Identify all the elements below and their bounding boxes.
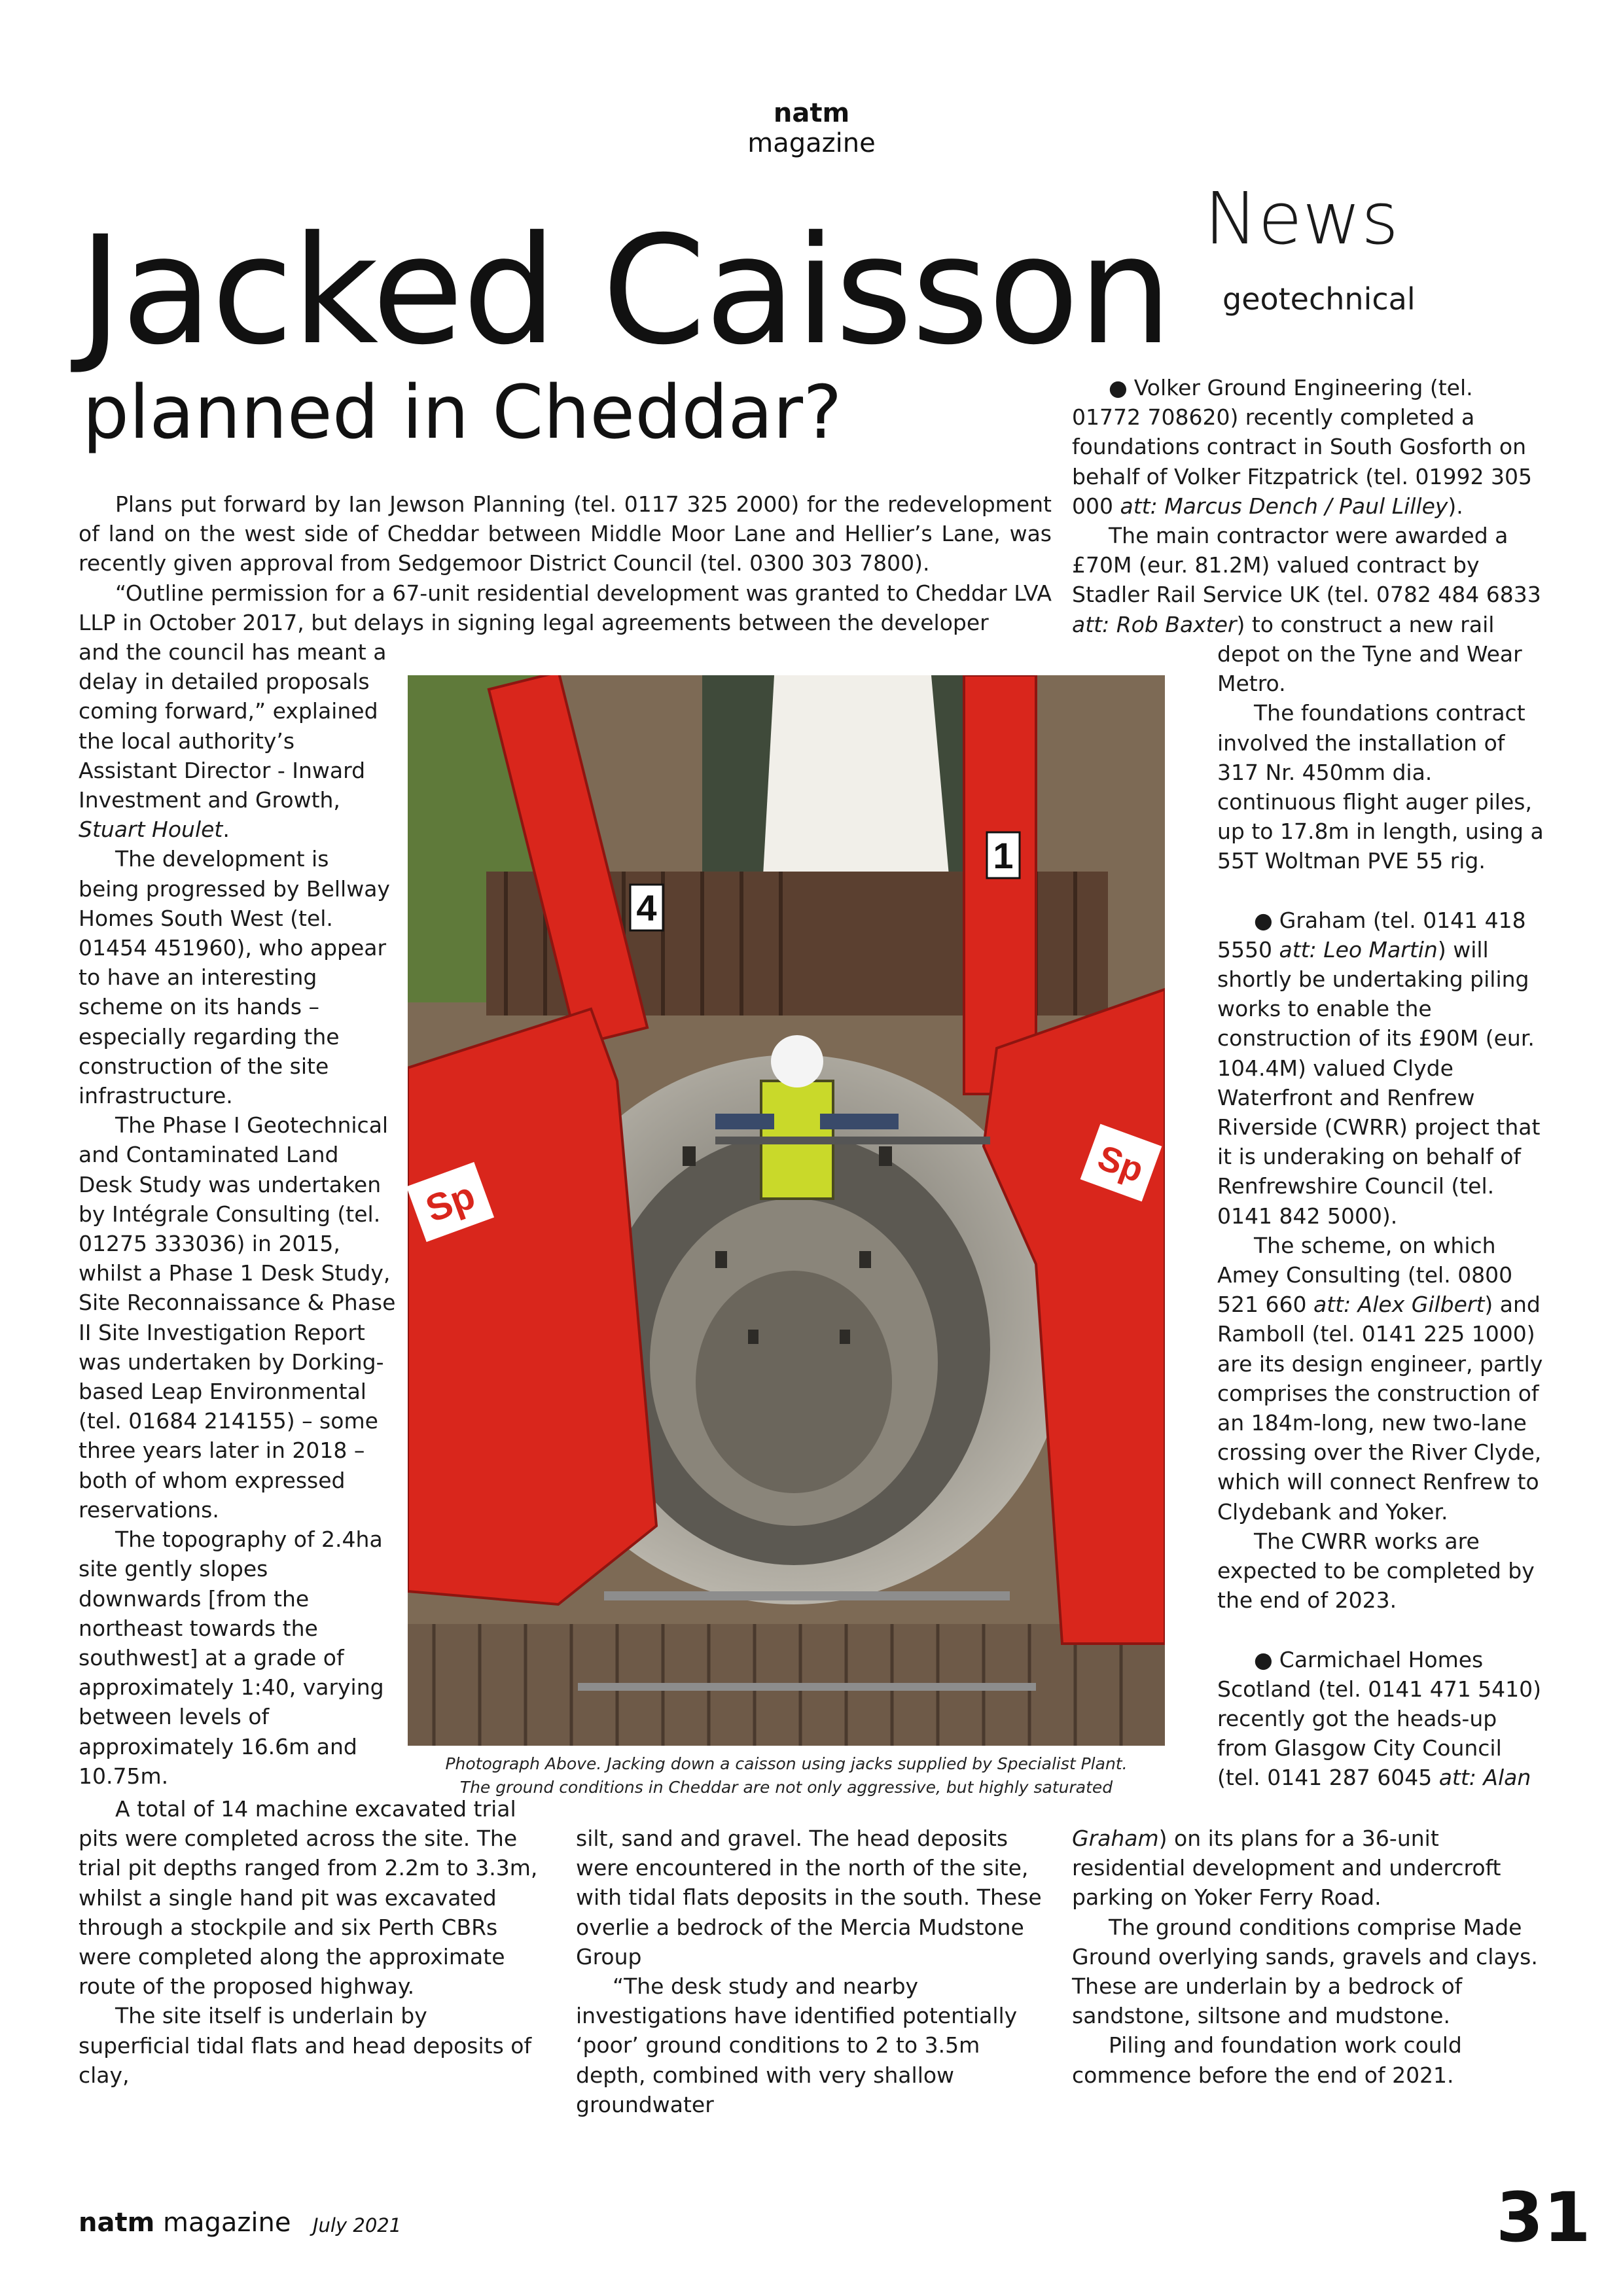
right-column-upper: [1072, 373, 1543, 639]
masthead: [707, 98, 916, 158]
article-intro: [79, 489, 1052, 637]
bullet-volker: ● Volker Ground Engineering (tel. 01772 708620) recently completed a foundations contract in South Gosforth on behalf of Volker Fitzpatrick (tel. 01992 305 000 att: Marcus Dench / Paul Lilley).: [1072, 373, 1543, 521]
section-title: News: [1204, 177, 1399, 260]
caption-line-2: The ground conditions in Cheddar are not only aggressive, but highly saturated: [459, 1778, 1113, 1797]
photo-caption: [408, 1752, 1165, 1799]
right-paragraph-6: The CWRR works are expected to be completed by the end of 2023.: [1217, 1528, 1535, 1614]
middle-paragraph-1: silt, sand and gravel. The head deposits were encountered in the north of the site, with tidal flats deposits in the south. These overlie a bedrock of the Mercia Mudstone Group: [576, 1826, 1042, 1969]
bullet-graham: ● Graham (tel. 0141 418 5550 att: Leo Martin) will shortly be undertaking piling works to enable the construction of its £90M (eur. 104.4M) valued Clyde Waterfront and Renfrew Riverside (CWRR) project that it is underaking on behalf of Renfrewshire Council (tel. 0141 842 5000).: [1217, 906, 1544, 1231]
article-subtitle: planned in Cheddar?: [82, 370, 842, 455]
person-name: Stuart Houlet: [79, 817, 223, 843]
left-column-lower: [79, 1794, 543, 2090]
jack-label-4: 4: [636, 887, 657, 928]
article-title: Jacked Caisson: [79, 203, 1171, 378]
issue-date: July 2021: [313, 2214, 402, 2236]
right-paragraph-2: The main contractor were awarded a £70M (eur. 81.2M) valued contract by Stadler Rail Service UK (tel. 0782 484 6833 att: Rob Baxter) to construct a new rail: [1072, 523, 1541, 637]
masthead-brand: natm: [773, 98, 850, 128]
footer-brand: [79, 2208, 291, 2238]
right-paragraph-2-continued: depot on the Tyne and Wear Metro.: [1217, 641, 1522, 697]
right-paragraph-8: The ground conditions comprise Made Ground overlying sands, gravels and clays. These are underlain by a bedrock of sandstone, siltsone and mudstone.: [1072, 1914, 1538, 2029]
footer-brand-word: magazine: [163, 2208, 291, 2238]
right-paragraph-3: The foundations contract involved the installation of 317 Nr. 450mm dia. continuous flight auger piles, up to 17.8m in length, using a 55T Woltman PVE 55 rig.: [1217, 700, 1544, 874]
caisson-photo: [408, 675, 1165, 1746]
sp-logo-right: Sp: [1092, 1137, 1149, 1190]
footer-brand-natm: natm: [79, 2208, 155, 2238]
masthead-word: magazine: [747, 128, 876, 158]
middle-column: [576, 1824, 1044, 2119]
bullet-carmichael: ● Carmichael Homes Scotland (tel. 0141 471 5410) recently got the heads-up from Glasgow City Council (tel. 0141 287 6045 att: Alan: [1217, 1645, 1544, 1793]
right-paragraph-9: Piling and foundation work could commence before the end of 2021.: [1072, 2032, 1462, 2088]
intro-paragraph-2: “Outline permission for a 67-unit residential development was granted to Cheddar LVA LLP in October 2017, but delays in signing legal agreements between the developer: [79, 580, 1052, 635]
right-column-narrow: [1217, 639, 1544, 1793]
left-paragraph-5: A total of 14 machine excavated trial pits were completed across the site. The trial pit depths ranged from 2.2m to 3.3m, whilst a single hand pit was excavated through a stockpile and six Perth CBRs were completed along the approximate route of the proposed highway.: [79, 1796, 538, 2000]
left-paragraph-3: The Phase I Geotechnical and Contaminated Land Desk Study was undertaken by Intégrale Consulting (tel. 01275 333036) in 2015, whilst a Phase 1 Desk Study, Site Reconnaissance & Phase II Site Investigation Report was undertaken by Dorking-based Leap Environmental (tel. 01684 214155) – some three years later in 2018 – both of whom expressed reservations.: [79, 1112, 396, 1523]
right-paragraph-5: The scheme, on which Amey Consulting (tel. 0800 521 660 att: Alex Gilbert) and Ramboll (tel. 0141 225 1000) are its design engineer, partly comprises the construction of an 184m-long, new two-lane crossing over the River Clyde, which will connect Renfrew to Clydebank and Yoker.: [1217, 1232, 1543, 1525]
section-subtitle: geotechnical: [1222, 281, 1416, 317]
intro-paragraph-1: Plans put forward by Ian Jewson Planning (tel. 0117 325 2000) for the redevelopment of land on the west side of Cheddar between Middle Moor Lane and Hellier’s Lane, was recently given approval from Sedgemoor District Council (tel. 0300 303 7800).: [79, 491, 1052, 576]
left-paragraph-2: The development is being progressed by Bellway Homes South West (tel. 01454 451960), who appear to have an interesting scheme on its hands – especially regarding the construction of the site infrastructure.: [79, 846, 390, 1109]
jack-label-1: 1: [993, 835, 1014, 876]
caption-line-1: Photograph Above. Jacking down a caisson using jacks supplied by Specialist Plant.: [445, 1754, 1128, 1773]
left-column-upper: [79, 637, 396, 1791]
left-paragraph-6: The site itself is underlain by superficial tidal flats and head deposits of clay,: [79, 2003, 532, 2088]
right-column-lower: [1072, 1824, 1543, 2090]
right-paragraph-7: Graham) on its plans for a 36-unit residential development and undercroft parking on Yoker Ferry Road.: [1072, 1826, 1501, 1911]
left-paragraph-1: and the council has meant a delay in detailed proposals coming forward,” explained the local authority’s Assistant Director - Inward Investment and Growth, Stuart Houlet.: [79, 639, 387, 843]
page-number: 31: [1496, 2178, 1591, 2257]
middle-paragraph-2: “The desk study and nearby investigations have identified potentially ‘poor’ ground conditions to 2 to 3.5m depth, combined with very shallow groundwater: [576, 1973, 1018, 2117]
left-paragraph-4: The topography of 2.4ha site gently slopes downwards [from the northeast towards the southwest] at a grade of approximately 1:40, varying between levels of approximately 16.6m and 10.75m.: [79, 1527, 384, 1789]
sp-logo-left: Sp: [420, 1174, 481, 1231]
